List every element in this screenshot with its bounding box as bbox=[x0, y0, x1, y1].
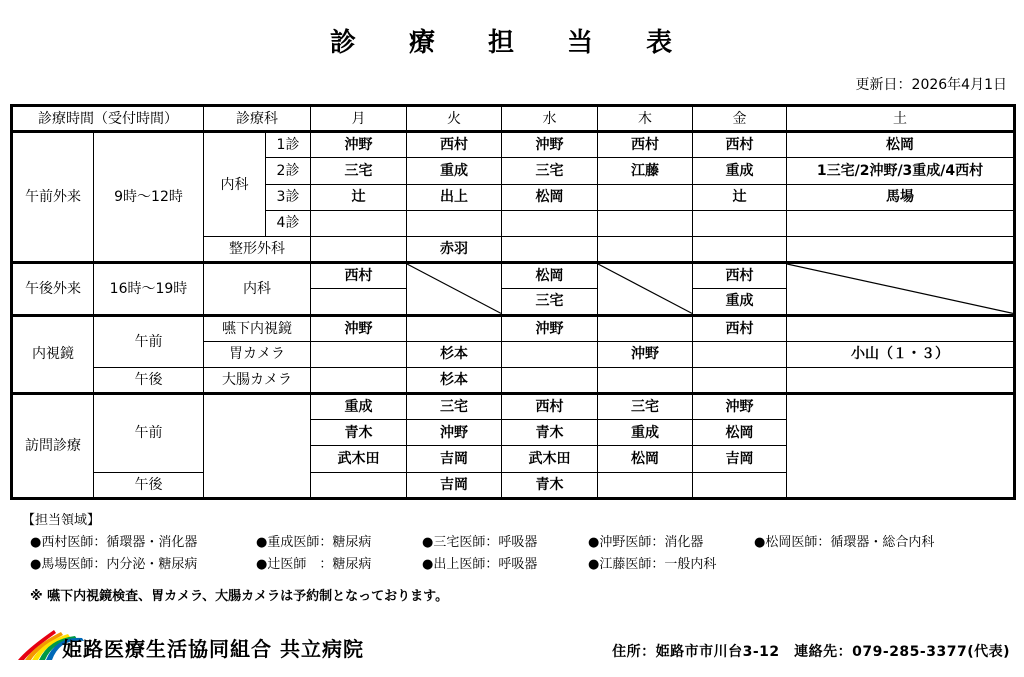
pm-row-1 bbox=[12, 263, 1015, 289]
endo-am: 午前 bbox=[94, 315, 204, 367]
pm-hours: 16時～19時 bbox=[94, 263, 204, 315]
legend-item: ●出上医師：呼吸器 bbox=[422, 557, 538, 572]
pm-dept: 内科 bbox=[204, 263, 311, 315]
cell: 西村 bbox=[407, 132, 502, 158]
cell bbox=[598, 210, 693, 236]
cell: 松岡 bbox=[502, 184, 598, 210]
header-day: 土 bbox=[787, 106, 1015, 132]
closed-slash bbox=[407, 263, 502, 315]
legend-row-2 bbox=[22, 554, 934, 576]
cell bbox=[693, 236, 787, 262]
cell: 沖野 bbox=[502, 132, 598, 158]
cell: 江藤 bbox=[598, 158, 693, 184]
cell bbox=[502, 341, 598, 367]
legend-title: 【担当領域】 bbox=[22, 513, 101, 528]
visit-dept-empty bbox=[204, 394, 311, 499]
cell: 松岡 bbox=[693, 420, 787, 446]
cell bbox=[787, 210, 1015, 236]
cell bbox=[502, 236, 598, 262]
cell: 西村 bbox=[693, 263, 787, 289]
header-day: 水 bbox=[502, 106, 598, 132]
header-hours: 診療時間（受付時間） bbox=[12, 106, 204, 132]
cell bbox=[693, 341, 787, 367]
cell bbox=[598, 236, 693, 262]
cell: 沖野 bbox=[311, 315, 407, 341]
cell bbox=[407, 315, 502, 341]
cell: 松岡 bbox=[502, 263, 598, 289]
cell: 小山（１・３） bbox=[787, 341, 1015, 367]
cell: 松岡 bbox=[598, 446, 693, 472]
cell: 三宅 bbox=[311, 158, 407, 184]
cell: 西村 bbox=[693, 315, 787, 341]
am-hours: 9時～12時 bbox=[94, 132, 204, 263]
header-day: 月 bbox=[311, 106, 407, 132]
cell: 沖野 bbox=[502, 315, 598, 341]
seikei-label: 整形外科 bbox=[204, 236, 311, 262]
cell bbox=[787, 236, 1015, 262]
reservation-note: ※ 嚥下内視鏡検査、胃カメラ、大腸カメラは予約制となっております。 bbox=[30, 589, 449, 604]
endo-pm: 午後 bbox=[94, 367, 204, 393]
visit-sat-empty bbox=[787, 394, 1015, 499]
visit-pm: 午後 bbox=[94, 472, 204, 498]
cell: 杉本 bbox=[407, 367, 502, 393]
cell: 重成 bbox=[693, 289, 787, 315]
legend-item: ●江藤医師：一般内科 bbox=[588, 557, 717, 572]
cell bbox=[311, 289, 407, 315]
cell bbox=[598, 315, 693, 341]
cell bbox=[311, 472, 407, 498]
cell bbox=[311, 236, 407, 262]
cell bbox=[598, 367, 693, 393]
am-naika: 内科 bbox=[204, 132, 266, 237]
legend-item: ●三宅医師：呼吸器 bbox=[422, 535, 538, 550]
cell: 西村 bbox=[502, 394, 598, 420]
visit-am: 午前 bbox=[94, 394, 204, 473]
am-row-1 bbox=[12, 132, 1015, 158]
room-label: 2診 bbox=[266, 158, 311, 184]
header-dept: 診療科 bbox=[204, 106, 311, 132]
cell: 吉岡 bbox=[407, 446, 502, 472]
cell: 吉岡 bbox=[407, 472, 502, 498]
cell: 三宅 bbox=[598, 394, 693, 420]
cell: 松岡 bbox=[787, 132, 1015, 158]
legend-item: ●馬場医師：内分泌・糖尿病 bbox=[30, 557, 198, 572]
cell: 赤羽 bbox=[407, 236, 502, 262]
cell: 三宅 bbox=[502, 158, 598, 184]
header-day: 金 bbox=[693, 106, 787, 132]
header-row bbox=[12, 106, 1015, 132]
cell: 青木 bbox=[502, 472, 598, 498]
cell bbox=[598, 472, 693, 498]
cell: 西村 bbox=[693, 132, 787, 158]
cell: 杉本 bbox=[407, 341, 502, 367]
cell: 沖野 bbox=[407, 420, 502, 446]
cell: 重成 bbox=[693, 158, 787, 184]
cell: 重成 bbox=[311, 394, 407, 420]
legend-row-1 bbox=[22, 532, 934, 554]
cell bbox=[693, 472, 787, 498]
cell: 武木田 bbox=[502, 446, 598, 472]
cell: 吉岡 bbox=[693, 446, 787, 472]
legend-item: ●辻医師 ：糖尿病 bbox=[256, 557, 372, 572]
visit-row-1 bbox=[12, 394, 1015, 420]
cell: 西村 bbox=[598, 132, 693, 158]
am-label: 午前外来 bbox=[12, 132, 94, 263]
page-title: 診 療 担 当 表 bbox=[329, 28, 695, 58]
cell bbox=[407, 210, 502, 236]
room-label: 3診 bbox=[266, 184, 311, 210]
dai-camera-label: 大腸カメラ bbox=[204, 367, 311, 393]
endo-row-1 bbox=[12, 315, 1015, 341]
cell: 沖野 bbox=[311, 132, 407, 158]
cell: 三宅 bbox=[407, 394, 502, 420]
cell bbox=[693, 367, 787, 393]
organization-name: 姫路医療生活協同組合 共立病院 bbox=[62, 637, 364, 661]
schedule-table bbox=[10, 104, 1016, 500]
cell bbox=[311, 210, 407, 236]
cell: 西村 bbox=[311, 263, 407, 289]
room-label: 1診 bbox=[266, 132, 311, 158]
cell: 三宅 bbox=[502, 289, 598, 315]
legend-item: ●重成医師：糖尿病 bbox=[256, 535, 372, 550]
cell bbox=[502, 210, 598, 236]
cell: 出上 bbox=[407, 184, 502, 210]
cell: 青木 bbox=[311, 420, 407, 446]
endo-label: 内視鏡 bbox=[12, 315, 94, 394]
cell: 辻 bbox=[693, 184, 787, 210]
cell bbox=[693, 210, 787, 236]
cell bbox=[311, 341, 407, 367]
address-contact: 住所：姫路市市川台3-12 連絡先：079-285-3377(代表) bbox=[612, 644, 1010, 660]
endo-row-3 bbox=[12, 367, 1015, 393]
enge-label: 嚥下内視鏡 bbox=[204, 315, 311, 341]
cell bbox=[598, 184, 693, 210]
header-day: 木 bbox=[598, 106, 693, 132]
cell: 馬場 bbox=[787, 184, 1015, 210]
cell: 武木田 bbox=[311, 446, 407, 472]
legend-item: ●沖野医師：消化器 bbox=[588, 535, 704, 550]
cell: 辻 bbox=[311, 184, 407, 210]
visit-label: 訪問診療 bbox=[12, 394, 94, 499]
legend-item: ●西村医師：循環器・消化器 bbox=[30, 535, 198, 550]
cell: 青木 bbox=[502, 420, 598, 446]
i-camera-label: 胃カメラ bbox=[204, 341, 311, 367]
closed-slash bbox=[787, 263, 1015, 315]
room-label: 4診 bbox=[266, 210, 311, 236]
cell: 重成 bbox=[598, 420, 693, 446]
header-day: 火 bbox=[407, 106, 502, 132]
cell bbox=[502, 367, 598, 393]
cell: 沖野 bbox=[693, 394, 787, 420]
pm-label: 午後外来 bbox=[12, 263, 94, 315]
cell: 1三宅/2沖野/3重成/4西村 bbox=[787, 158, 1015, 184]
closed-slash bbox=[598, 263, 693, 315]
cell: 沖野 bbox=[598, 341, 693, 367]
legend bbox=[22, 510, 934, 576]
cell bbox=[311, 367, 407, 393]
cell bbox=[787, 315, 1015, 341]
cell: 重成 bbox=[407, 158, 502, 184]
cell bbox=[787, 367, 1015, 393]
legend-item: ●松岡医師：循環器・総合内科 bbox=[754, 535, 935, 550]
updated-date: 更新日：2026年4月1日 bbox=[855, 77, 1007, 93]
